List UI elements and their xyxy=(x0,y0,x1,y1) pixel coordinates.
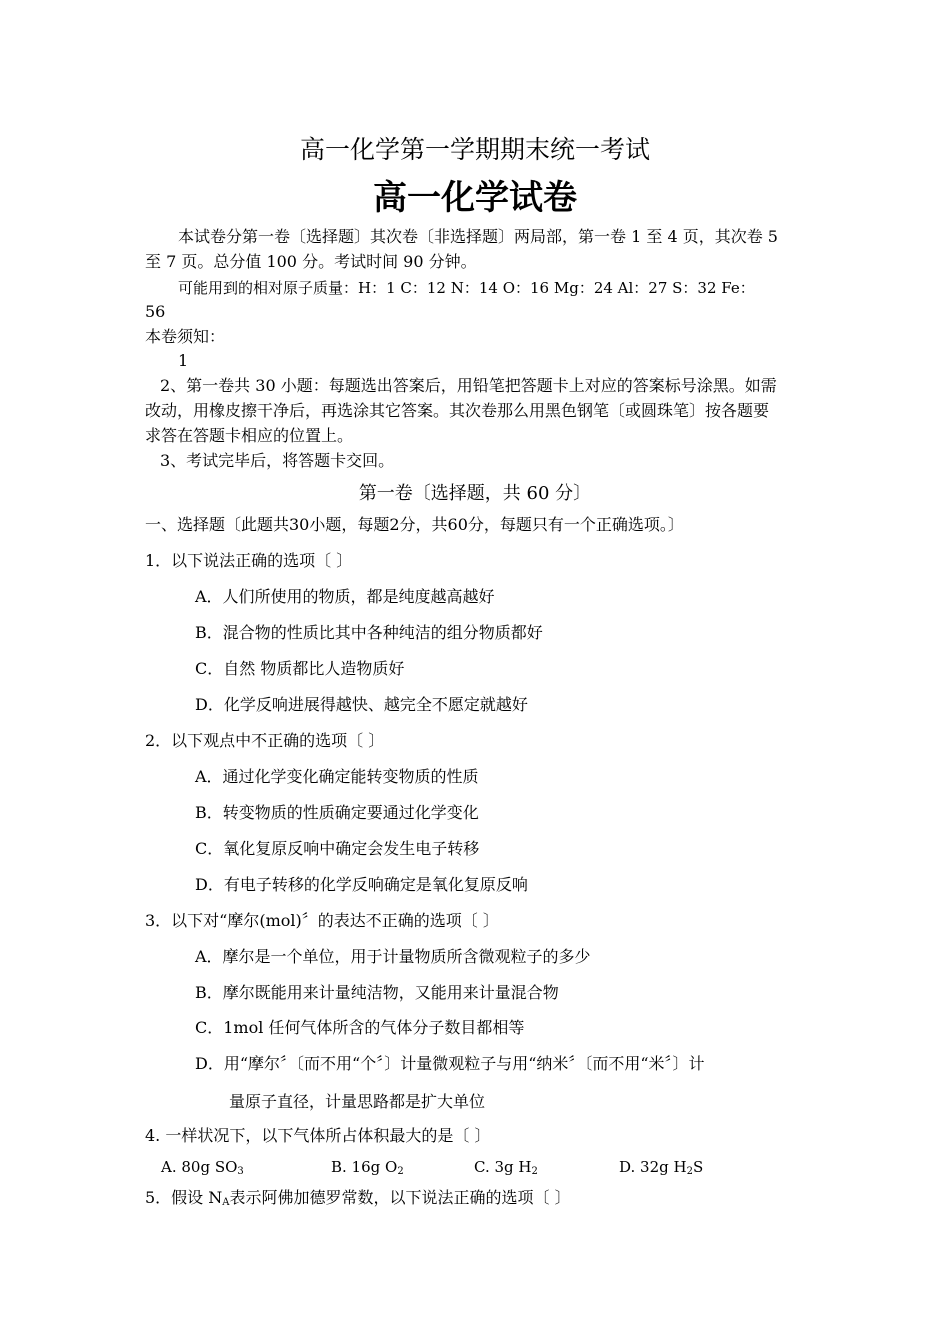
notice-heading: 本卷须知： xyxy=(145,327,226,346)
notice-item-2-line-3: 求答在答题卡相应的位置上。 xyxy=(145,426,354,445)
question-4-option-c: C. 3g $H_2$ xyxy=(474,1158,538,1177)
question-3-stem: 3．以下对“摩尔(mol)〞的表达不正确的选项〔 〕 xyxy=(145,911,499,930)
question-1-option-c: C．自然 物质都比人造物质好 xyxy=(195,659,405,678)
section-instructions: 一、选择题〔此题共30小题，每题2分，共60分，每题只有一个正确选项。〕 xyxy=(145,515,684,534)
question-5-stem: 5．假设 $N_A$表示阿佛加德罗常数，以下说法正确的选项〔 〕 xyxy=(145,1188,571,1208)
question-2-option-c: C．氧化复原反响中确定会发生电子转移 xyxy=(195,839,480,858)
question-1-stem: 1．以下说法正确的选项〔 〕 xyxy=(145,551,353,570)
question-2-option-a: A．通过化学变化确定能转变物质的性质 xyxy=(195,767,479,786)
section-title: 第一卷〔选择题，共 60 分〕 xyxy=(358,483,592,504)
intro-line-2: 至 7 页。总分值 100 分。考试时间 90 分钟。 xyxy=(145,252,477,271)
question-1-option-a: A．人们所使用的物质，都是纯度越高越好 xyxy=(195,587,495,606)
paper-subtitle: 高一化学试卷 xyxy=(373,178,577,218)
atomic-mass-line-1: 可能用到的相对原子质量：H：1 C：12 N：14 O：16 Mg：24 Al：27 S：32 Fe： xyxy=(178,279,755,297)
notice-item-2-line-1: 2、第一卷共 30 小题：每题选出答案后，用铅笔把答题卡上对应的答案标号涂黑。如需 xyxy=(160,376,777,395)
question-4-option-b: B. 16g $O_2$ xyxy=(331,1158,404,1177)
question-4-stem: 4. 一样状况下，以下气体所占体积最大的是〔 〕 xyxy=(145,1126,491,1145)
question-1-option-b: B．混合物的性质比其中各种纯洁的组分物质都好 xyxy=(195,623,543,642)
question-3-option-d-line-2: 量原子直径，计量思路都是扩大单位 xyxy=(229,1092,486,1111)
notice-item-1: 1 xyxy=(178,351,189,370)
question-3-option-d-line-1: D．用“摩尔〞〔而不用“个〞〕计量微观粒子与用“纳米〞〔而不用“米〞〕计 xyxy=(195,1054,705,1073)
question-3-option-b: B．摩尔既能用来计量纯洁物，又能用来计量混合物 xyxy=(195,983,559,1002)
question-2-option-d: D．有电子转移的化学反响确定是氧化复原反响 xyxy=(195,875,528,894)
exam-title: 高一化学第一学期期末统一考试 xyxy=(299,135,650,164)
question-4-option-a: A. 80g $SO_3$ xyxy=(161,1158,244,1177)
question-3-option-c: C．1mol 任何气体所含的气体分子数目都相等 xyxy=(195,1018,525,1037)
atomic-mass-line-2: 56 xyxy=(145,302,166,321)
question-2-stem: 2．以下观点中不正确的选项〔 〕 xyxy=(145,731,385,750)
question-4-option-d: D. 32g $H_2S$ xyxy=(619,1158,704,1177)
question-2-option-b: B．转变物质的性质确定要通过化学变化 xyxy=(195,803,479,822)
question-3-option-a: A．摩尔是一个单位，用于计量物质所含微观粒子的多少 xyxy=(195,947,591,966)
intro-line-1: 本试卷分第一卷〔选择题〕其次卷〔非选择题〕两局部，第一卷 1 至 4 页，其次卷 5 xyxy=(178,227,778,246)
notice-item-3: 3、考试完毕后，将答题卡交回。 xyxy=(160,451,395,470)
notice-item-2-line-2: 改动，用橡皮擦干净后，再选涂其它答案。其次卷那么用黑色钢笔〔或圆珠笔〕按各题要 xyxy=(145,401,770,420)
question-1-option-d: D．化学反响进展得越快、越完全不愿定就越好 xyxy=(195,695,528,714)
